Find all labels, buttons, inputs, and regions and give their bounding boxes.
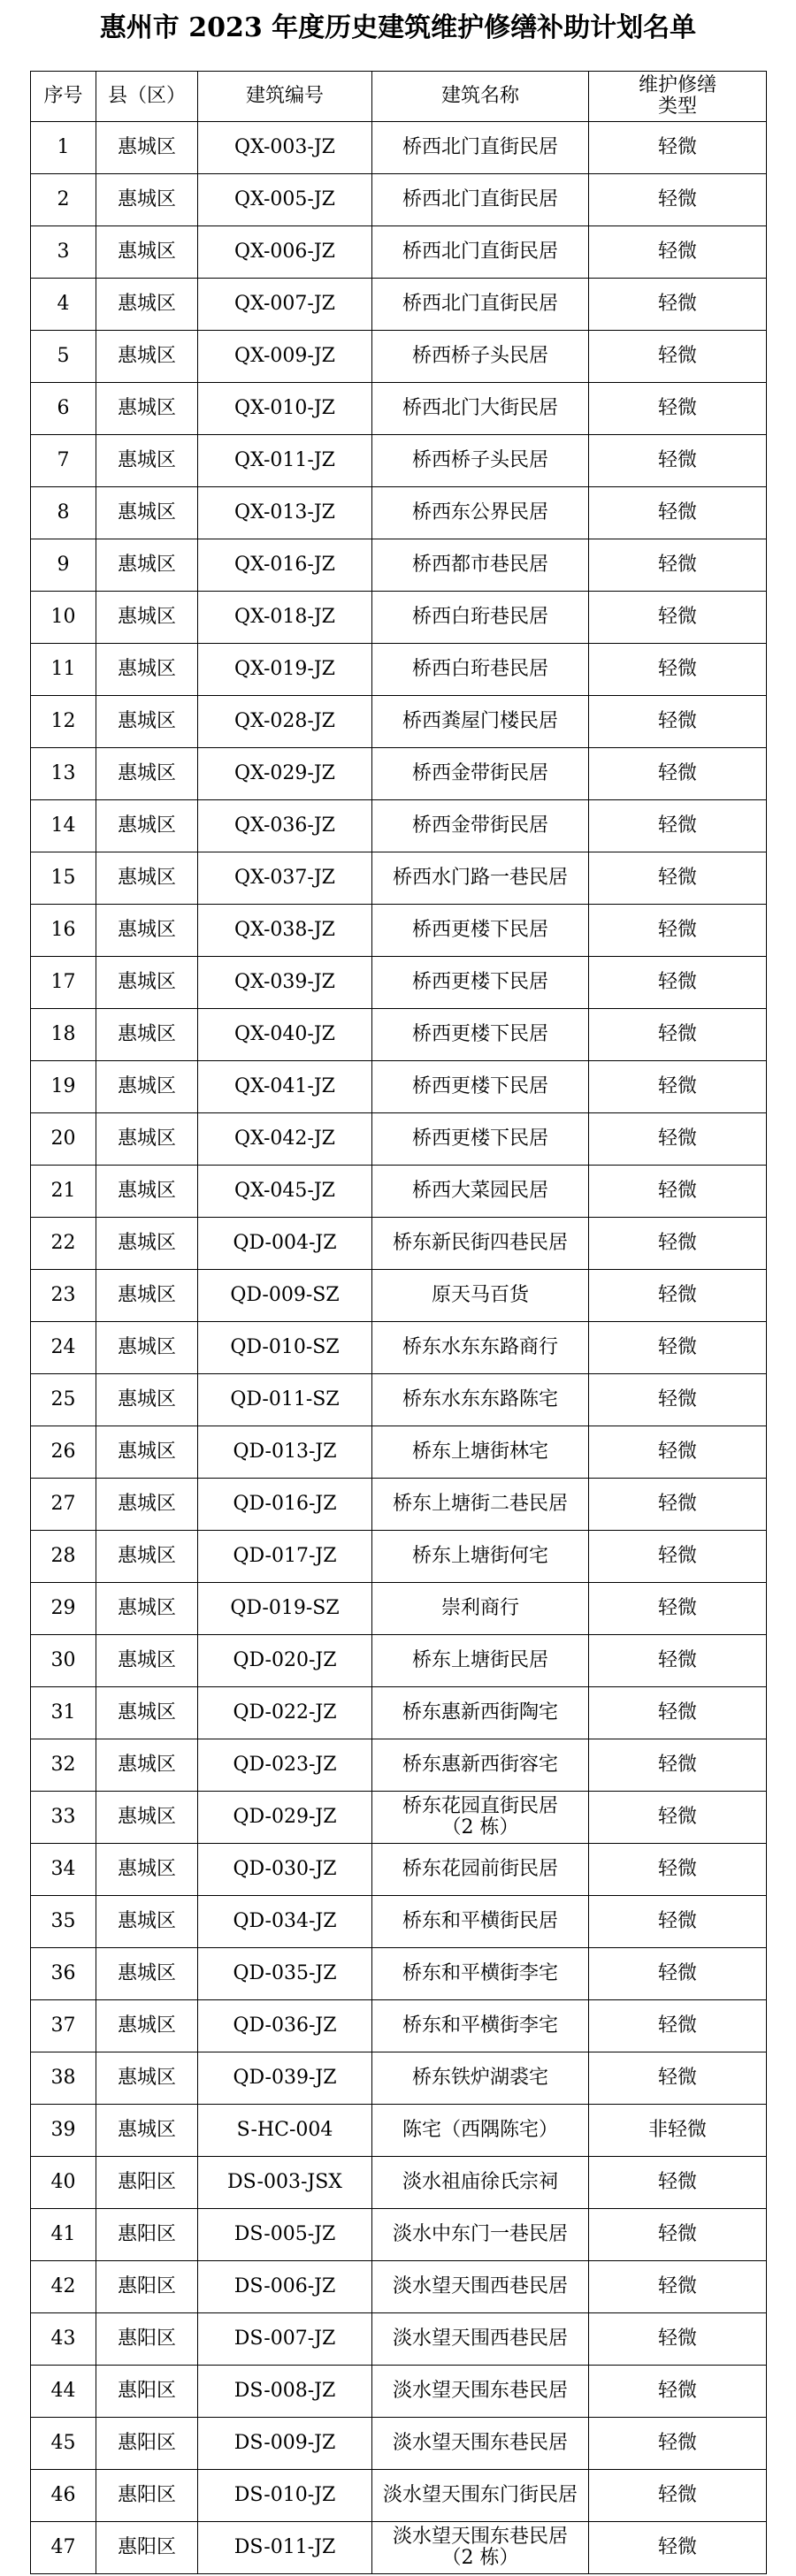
cell-name: 桥西北门大街民居 xyxy=(372,383,589,435)
cell-name: 桥东和平横街李宅 xyxy=(372,1948,589,2000)
cell-county: 惠阳区 xyxy=(96,2522,198,2574)
cell-name: 桥西桥子头民居 xyxy=(372,435,589,487)
table-header-row xyxy=(31,72,767,122)
cell-county: 惠城区 xyxy=(96,800,198,852)
cell-code: QD-039-JZ xyxy=(198,2052,372,2105)
cell-no: 12 xyxy=(31,696,96,748)
cell-name: 桥西北门直街民居 xyxy=(372,174,589,226)
cell-county: 惠城区 xyxy=(96,1166,198,1218)
table-row xyxy=(31,279,767,331)
table-row xyxy=(31,331,767,383)
cell-type: 轻微 xyxy=(589,1792,767,1844)
cell-no: 6 xyxy=(31,383,96,435)
cell-code: QX-011-JZ xyxy=(198,435,372,487)
cell-code: QD-004-JZ xyxy=(198,1218,372,1270)
cell-type: 轻微 xyxy=(589,487,767,539)
cell-no: 21 xyxy=(31,1166,96,1218)
cell-code: QD-036-JZ xyxy=(198,2000,372,2052)
cell-name: 淡水中东门一巷民居 xyxy=(372,2209,589,2261)
cell-name: 桥东上塘街二巷民居 xyxy=(372,1479,589,1531)
table-row xyxy=(31,1426,767,1479)
cell-county: 惠城区 xyxy=(96,1739,198,1792)
cell-type: 轻微 xyxy=(589,174,767,226)
cell-type: 轻微 xyxy=(589,696,767,748)
cell-name: 桥西北门直街民居 xyxy=(372,279,589,331)
cell-code: QX-006-JZ xyxy=(198,226,372,279)
cell-code: QD-020-JZ xyxy=(198,1635,372,1687)
cell-name: 原天马百货 xyxy=(372,1270,589,1322)
cell-no: 32 xyxy=(31,1739,96,1792)
cell-no: 3 xyxy=(31,226,96,279)
table-row xyxy=(31,1531,767,1583)
cell-code: QD-035-JZ xyxy=(198,1948,372,2000)
cell-no: 45 xyxy=(31,2418,96,2470)
cell-county: 惠城区 xyxy=(96,1009,198,1061)
table-row xyxy=(31,1583,767,1635)
cell-county: 惠城区 xyxy=(96,2052,198,2105)
cell-name: 淡水祖庙徐氏宗祠 xyxy=(372,2157,589,2209)
cell-no: 5 xyxy=(31,331,96,383)
cell-name: 淡水望天围西巷民居 xyxy=(372,2261,589,2313)
cell-name-line: （2 栋） xyxy=(441,2547,519,2569)
cell-name-line: 淡水望天围东巷民居 xyxy=(392,2526,568,2548)
cell-no: 44 xyxy=(31,2366,96,2418)
cell-type: 轻微 xyxy=(589,644,767,696)
cell-name: 桥西北门直街民居 xyxy=(372,122,589,174)
cell-name: 桥东铁炉湖裘宅 xyxy=(372,2052,589,2105)
cell-type: 轻微 xyxy=(589,1061,767,1113)
cell-code: QX-018-JZ xyxy=(198,592,372,644)
cell-name: 桥西更楼下民居 xyxy=(372,905,589,957)
cell-county: 惠城区 xyxy=(96,1844,198,1896)
cell-type: 轻微 xyxy=(589,331,767,383)
table-row xyxy=(31,1061,767,1113)
cell-code: QX-042-JZ xyxy=(198,1113,372,1166)
cell-type: 轻微 xyxy=(589,2261,767,2313)
subsidy-table xyxy=(30,71,767,2574)
cell-type: 轻微 xyxy=(589,2470,767,2522)
cell-code: QD-022-JZ xyxy=(198,1687,372,1739)
cell-no: 30 xyxy=(31,1635,96,1687)
cell-code: QD-023-JZ xyxy=(198,1739,372,1792)
cell-code: DS-011-JZ xyxy=(198,2522,372,2574)
cell-county: 惠城区 xyxy=(96,1635,198,1687)
cell-name: 桥西更楼下民居 xyxy=(372,957,589,1009)
cell-county: 惠阳区 xyxy=(96,2418,198,2470)
cell-no: 31 xyxy=(31,1687,96,1739)
cell-code: QD-013-JZ xyxy=(198,1426,372,1479)
cell-county: 惠城区 xyxy=(96,1322,198,1374)
cell-type: 轻微 xyxy=(589,279,767,331)
cell-code: QD-017-JZ xyxy=(198,1531,372,1583)
table-row xyxy=(31,226,767,279)
cell-code: QX-019-JZ xyxy=(198,644,372,696)
cell-code: QD-030-JZ xyxy=(198,1844,372,1896)
cell-name: 桥西粪屋门楼民居 xyxy=(372,696,589,748)
table-row xyxy=(31,1113,767,1166)
cell-code: QX-013-JZ xyxy=(198,487,372,539)
cell-no: 23 xyxy=(31,1270,96,1322)
table-row xyxy=(31,122,767,174)
cell-county: 惠城区 xyxy=(96,696,198,748)
cell-type: 轻微 xyxy=(589,1374,767,1426)
cell-code: QD-029-JZ xyxy=(198,1792,372,1844)
table-row xyxy=(31,1270,767,1322)
header-cell-county: 县（区） xyxy=(96,72,198,122)
table-row xyxy=(31,2261,767,2313)
cell-county: 惠城区 xyxy=(96,1687,198,1739)
cell-name-line: 桥东花园直街民居 xyxy=(402,1795,558,1817)
cell-no: 8 xyxy=(31,487,96,539)
cell-county: 惠城区 xyxy=(96,748,198,800)
table-row xyxy=(31,905,767,957)
table-row xyxy=(31,2157,767,2209)
cell-type: 轻微 xyxy=(589,226,767,279)
cell-type: 轻微 xyxy=(589,2313,767,2366)
table-row xyxy=(31,1844,767,1896)
cell-name xyxy=(372,1792,589,1844)
cell-no: 13 xyxy=(31,748,96,800)
cell-name xyxy=(372,2522,589,2574)
table-row xyxy=(31,2105,767,2157)
cell-no: 1 xyxy=(31,122,96,174)
cell-county: 惠城区 xyxy=(96,1948,198,2000)
cell-name: 桥东上塘街民居 xyxy=(372,1635,589,1687)
cell-name: 桥西金带街民居 xyxy=(372,748,589,800)
cell-type: 轻微 xyxy=(589,1009,767,1061)
table-row xyxy=(31,2366,767,2418)
cell-county: 惠阳区 xyxy=(96,2261,198,2313)
table-row xyxy=(31,1687,767,1739)
table-row xyxy=(31,174,767,226)
cell-code: QX-028-JZ xyxy=(198,696,372,748)
table-row xyxy=(31,1479,767,1531)
cell-county: 惠城区 xyxy=(96,852,198,905)
cell-type: 轻微 xyxy=(589,1113,767,1166)
cell-county: 惠城区 xyxy=(96,644,198,696)
table-row xyxy=(31,1009,767,1061)
cell-no: 7 xyxy=(31,435,96,487)
cell-name: 桥西更楼下民居 xyxy=(372,1113,589,1166)
cell-type: 轻微 xyxy=(589,957,767,1009)
cell-type: 非轻微 xyxy=(589,2105,767,2157)
table-row xyxy=(31,2522,767,2574)
cell-code: QD-016-JZ xyxy=(198,1479,372,1531)
cell-no: 38 xyxy=(31,2052,96,2105)
cell-name: 桥东惠新西街容宅 xyxy=(372,1739,589,1792)
table-row xyxy=(31,383,767,435)
cell-no: 25 xyxy=(31,1374,96,1426)
table-row xyxy=(31,748,767,800)
table-row xyxy=(31,1635,767,1687)
cell-no: 4 xyxy=(31,279,96,331)
cell-type: 轻微 xyxy=(589,1166,767,1218)
cell-type: 轻微 xyxy=(589,383,767,435)
cell-type: 轻微 xyxy=(589,1583,767,1635)
cell-code: DS-003-JSX xyxy=(198,2157,372,2209)
cell-no: 29 xyxy=(31,1583,96,1635)
cell-no: 10 xyxy=(31,592,96,644)
cell-no: 43 xyxy=(31,2313,96,2366)
cell-name: 崇利商行 xyxy=(372,1583,589,1635)
cell-type: 轻微 xyxy=(589,800,767,852)
cell-type: 轻微 xyxy=(589,1426,767,1479)
cell-no: 22 xyxy=(31,1218,96,1270)
cell-code: QD-011-SZ xyxy=(198,1374,372,1426)
cell-no: 11 xyxy=(31,644,96,696)
cell-no: 18 xyxy=(31,1009,96,1061)
cell-type: 轻微 xyxy=(589,2418,767,2470)
cell-name: 桥东上塘街林宅 xyxy=(372,1426,589,1479)
cell-no: 39 xyxy=(31,2105,96,2157)
cell-code: QX-005-JZ xyxy=(198,174,372,226)
cell-no: 19 xyxy=(31,1061,96,1113)
cell-no: 16 xyxy=(31,905,96,957)
table-row xyxy=(31,2313,767,2366)
cell-type: 轻微 xyxy=(589,435,767,487)
cell-code: QD-034-JZ xyxy=(198,1896,372,1948)
cell-name: 桥东水东东路陈宅 xyxy=(372,1374,589,1426)
header-cell-type: 维护修缮 类型 xyxy=(589,72,767,122)
table-row xyxy=(31,957,767,1009)
header-cell-no: 序号 xyxy=(31,72,96,122)
cell-type: 轻微 xyxy=(589,1635,767,1687)
cell-county: 惠城区 xyxy=(96,957,198,1009)
cell-type: 轻微 xyxy=(589,1687,767,1739)
cell-name: 淡水望天围东巷民居 xyxy=(372,2366,589,2418)
cell-no: 20 xyxy=(31,1113,96,1166)
cell-no: 28 xyxy=(31,1531,96,1583)
cell-name: 桥西东公界民居 xyxy=(372,487,589,539)
table-row xyxy=(31,696,767,748)
cell-code: QX-016-JZ xyxy=(198,539,372,592)
cell-no: 42 xyxy=(31,2261,96,2313)
cell-no: 37 xyxy=(31,2000,96,2052)
table-row xyxy=(31,2000,767,2052)
table-row xyxy=(31,1896,767,1948)
cell-type: 轻微 xyxy=(589,1479,767,1531)
cell-code: DS-010-JZ xyxy=(198,2470,372,2522)
cell-type: 轻微 xyxy=(589,748,767,800)
cell-type: 轻微 xyxy=(589,2209,767,2261)
cell-code: QX-007-JZ xyxy=(198,279,372,331)
cell-code: QX-029-JZ xyxy=(198,748,372,800)
cell-type: 轻微 xyxy=(589,2522,767,2574)
cell-no: 14 xyxy=(31,800,96,852)
cell-county: 惠城区 xyxy=(96,1531,198,1583)
cell-county: 惠阳区 xyxy=(96,2157,198,2209)
table-row xyxy=(31,592,767,644)
cell-type: 轻微 xyxy=(589,852,767,905)
cell-name: 陈宅（西隅陈宅） xyxy=(372,2105,589,2157)
table-row xyxy=(31,1218,767,1270)
table-body xyxy=(31,122,767,2574)
cell-county: 惠城区 xyxy=(96,1113,198,1166)
cell-no: 9 xyxy=(31,539,96,592)
cell-name: 桥东和平横街李宅 xyxy=(372,2000,589,2052)
cell-county: 惠城区 xyxy=(96,1426,198,1479)
cell-name: 桥西白珩巷民居 xyxy=(372,644,589,696)
cell-type: 轻微 xyxy=(589,1739,767,1792)
cell-no: 47 xyxy=(31,2522,96,2574)
cell-name: 淡水望天围东门街民居 xyxy=(372,2470,589,2522)
cell-name: 桥东花园前街民居 xyxy=(372,1844,589,1896)
cell-name: 桥东上塘街何宅 xyxy=(372,1531,589,1583)
table-row xyxy=(31,487,767,539)
cell-code: QX-009-JZ xyxy=(198,331,372,383)
cell-no: 36 xyxy=(31,1948,96,2000)
cell-code: QX-039-JZ xyxy=(198,957,372,1009)
header-cell-code: 建筑编号 xyxy=(198,72,372,122)
cell-no: 27 xyxy=(31,1479,96,1531)
cell-type: 轻微 xyxy=(589,1531,767,1583)
cell-name: 桥西更楼下民居 xyxy=(372,1009,589,1061)
cell-type: 轻微 xyxy=(589,2000,767,2052)
table-row xyxy=(31,2470,767,2522)
table-row xyxy=(31,539,767,592)
cell-code: QD-010-SZ xyxy=(198,1322,372,1374)
cell-type: 轻微 xyxy=(589,539,767,592)
cell-name: 桥西白珩巷民居 xyxy=(372,592,589,644)
cell-county: 惠城区 xyxy=(96,435,198,487)
cell-county: 惠城区 xyxy=(96,539,198,592)
header-cell-name: 建筑名称 xyxy=(372,72,589,122)
cell-code: QD-019-SZ xyxy=(198,1583,372,1635)
cell-code: DS-006-JZ xyxy=(198,2261,372,2313)
cell-name: 桥西都市巷民居 xyxy=(372,539,589,592)
cell-type: 轻微 xyxy=(589,2157,767,2209)
cell-no: 41 xyxy=(31,2209,96,2261)
cell-county: 惠城区 xyxy=(96,2105,198,2157)
table-row xyxy=(31,2418,767,2470)
cell-name: 桥西更楼下民居 xyxy=(372,1061,589,1113)
cell-no: 35 xyxy=(31,1896,96,1948)
cell-county: 惠城区 xyxy=(96,226,198,279)
cell-no: 2 xyxy=(31,174,96,226)
cell-name: 淡水望天围东巷民居 xyxy=(372,2418,589,2470)
cell-county: 惠城区 xyxy=(96,1218,198,1270)
cell-county: 惠城区 xyxy=(96,1061,198,1113)
cell-name: 桥西大菜园民居 xyxy=(372,1166,589,1218)
cell-name: 桥东水东东路商行 xyxy=(372,1322,589,1374)
cell-code: DS-007-JZ xyxy=(198,2313,372,2366)
table-row xyxy=(31,1792,767,1844)
cell-name: 桥东新民街四巷民居 xyxy=(372,1218,589,1270)
cell-code: QD-009-SZ xyxy=(198,1270,372,1322)
cell-no: 26 xyxy=(31,1426,96,1479)
cell-no: 34 xyxy=(31,1844,96,1896)
cell-no: 17 xyxy=(31,957,96,1009)
cell-county: 惠城区 xyxy=(96,1896,198,1948)
cell-code: QX-037-JZ xyxy=(198,852,372,905)
cell-type: 轻微 xyxy=(589,1218,767,1270)
table-row xyxy=(31,2052,767,2105)
cell-name: 淡水望天围西巷民居 xyxy=(372,2313,589,2366)
cell-type: 轻微 xyxy=(589,2052,767,2105)
table-row xyxy=(31,2209,767,2261)
cell-no: 46 xyxy=(31,2470,96,2522)
table-row xyxy=(31,435,767,487)
cell-type: 轻微 xyxy=(589,122,767,174)
table-row xyxy=(31,1166,767,1218)
cell-type: 轻微 xyxy=(589,2366,767,2418)
cell-name: 桥东惠新西街陶宅 xyxy=(372,1687,589,1739)
cell-name: 桥西北门直街民居 xyxy=(372,226,589,279)
cell-code: S-HC-004 xyxy=(198,2105,372,2157)
cell-county: 惠城区 xyxy=(96,1792,198,1844)
cell-county: 惠城区 xyxy=(96,905,198,957)
cell-county: 惠城区 xyxy=(96,487,198,539)
cell-code: QX-036-JZ xyxy=(198,800,372,852)
cell-county: 惠城区 xyxy=(96,2000,198,2052)
cell-county: 惠城区 xyxy=(96,383,198,435)
cell-type: 轻微 xyxy=(589,1322,767,1374)
cell-county: 惠阳区 xyxy=(96,2470,198,2522)
cell-county: 惠城区 xyxy=(96,1374,198,1426)
cell-county: 惠城区 xyxy=(96,279,198,331)
cell-county: 惠城区 xyxy=(96,1270,198,1322)
table-row xyxy=(31,852,767,905)
cell-code: QX-045-JZ xyxy=(198,1166,372,1218)
cell-type: 轻微 xyxy=(589,592,767,644)
cell-code: DS-005-JZ xyxy=(198,2209,372,2261)
cell-no: 40 xyxy=(31,2157,96,2209)
table-row xyxy=(31,1374,767,1426)
cell-no: 33 xyxy=(31,1792,96,1844)
cell-code: DS-009-JZ xyxy=(198,2418,372,2470)
cell-county: 惠阳区 xyxy=(96,2366,198,2418)
cell-name: 桥西水门路一巷民居 xyxy=(372,852,589,905)
document-title: 惠州市 2023 年度历史建筑维护修缮补助计划名单 xyxy=(99,12,697,43)
cell-name-line: （2 栋） xyxy=(441,1816,519,1838)
cell-code: QX-040-JZ xyxy=(198,1009,372,1061)
cell-type: 轻微 xyxy=(589,905,767,957)
cell-type: 轻微 xyxy=(589,1948,767,2000)
cell-code: QX-038-JZ xyxy=(198,905,372,957)
cell-county: 惠城区 xyxy=(96,174,198,226)
cell-county: 惠阳区 xyxy=(96,2209,198,2261)
cell-type: 轻微 xyxy=(589,1844,767,1896)
table-row xyxy=(31,1948,767,2000)
table-row xyxy=(31,800,767,852)
cell-type: 轻微 xyxy=(589,1270,767,1322)
cell-name: 桥西桥子头民居 xyxy=(372,331,589,383)
cell-county: 惠城区 xyxy=(96,592,198,644)
cell-name: 桥东和平横街民居 xyxy=(372,1896,589,1948)
cell-county: 惠城区 xyxy=(96,331,198,383)
cell-no: 24 xyxy=(31,1322,96,1374)
cell-county: 惠城区 xyxy=(96,122,198,174)
cell-county: 惠城区 xyxy=(96,1479,198,1531)
cell-no: 15 xyxy=(31,852,96,905)
cell-county: 惠阳区 xyxy=(96,2313,198,2366)
cell-code: QX-041-JZ xyxy=(198,1061,372,1113)
table-row xyxy=(31,644,767,696)
cell-type: 轻微 xyxy=(589,1896,767,1948)
cell-county: 惠城区 xyxy=(96,1583,198,1635)
cell-name: 桥西金带街民居 xyxy=(372,800,589,852)
table-row xyxy=(31,1322,767,1374)
cell-code: QX-003-JZ xyxy=(198,122,372,174)
table-row xyxy=(31,1739,767,1792)
cell-code: DS-008-JZ xyxy=(198,2366,372,2418)
cell-code: QX-010-JZ xyxy=(198,383,372,435)
